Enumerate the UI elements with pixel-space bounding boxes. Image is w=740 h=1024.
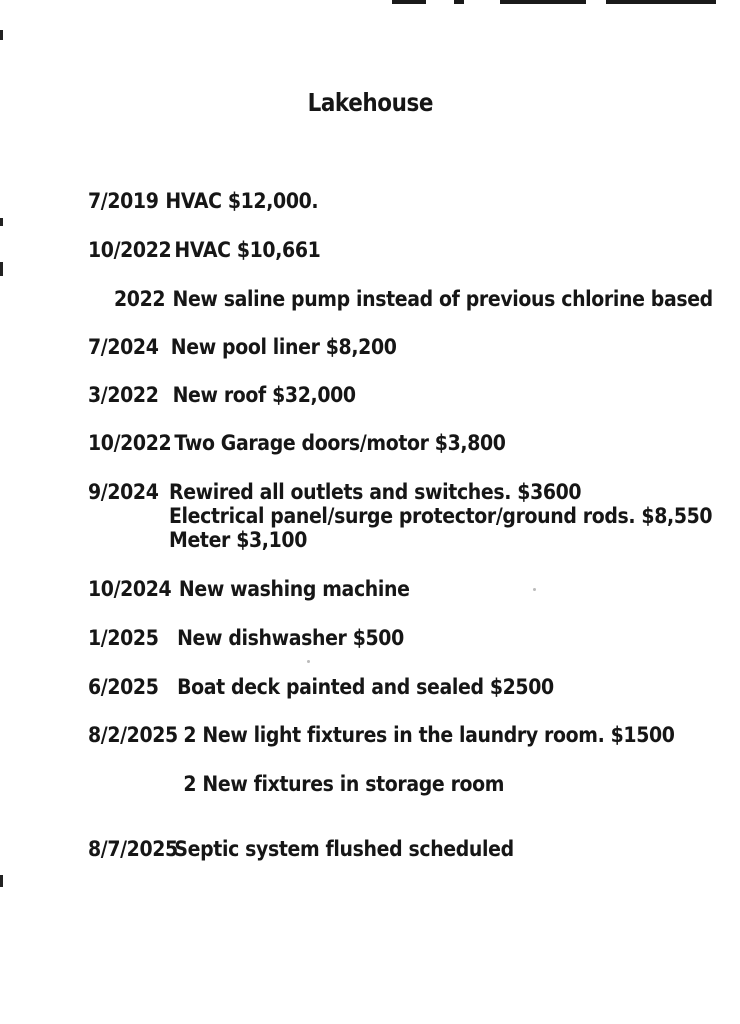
scan-speck bbox=[307, 660, 310, 663]
page-title: Lakehouse bbox=[307, 88, 433, 117]
entry-text: Meter $3,100 bbox=[169, 528, 307, 552]
entry-text: Two Garage doors/motor $3,800 bbox=[174, 431, 506, 455]
entry-text: New pool liner $8,200 bbox=[170, 335, 397, 359]
scan-edge-mark bbox=[0, 262, 3, 276]
entry-date: 7/2019 bbox=[88, 189, 159, 213]
entry-text: New dishwasher $500 bbox=[177, 626, 404, 650]
entry-date: 8/7/2025 bbox=[88, 837, 178, 861]
entry-date: 7/2024 bbox=[88, 335, 159, 359]
entry-text: HVAC $12,000. bbox=[165, 189, 319, 213]
entry-text: New roof $32,000 bbox=[172, 383, 356, 407]
scan-edge-mark bbox=[0, 30, 3, 40]
entry-text: 2 New light fixtures in the laundry room. $1500 bbox=[183, 723, 675, 747]
scan-artifact bbox=[454, 0, 464, 4]
entry-date: 2022 bbox=[114, 287, 166, 311]
scan-artifact bbox=[392, 0, 426, 4]
entry-date: 9/2024 bbox=[88, 480, 159, 504]
entry-date: 10/2024 bbox=[88, 577, 172, 601]
entry-date: 6/2025 bbox=[88, 675, 159, 699]
scan-speck bbox=[533, 588, 536, 591]
scan-artifact bbox=[500, 0, 586, 4]
scan-edge-mark bbox=[0, 218, 3, 226]
entry-date: 10/2022 bbox=[88, 238, 172, 262]
entry-text: New washing machine bbox=[178, 577, 410, 601]
scan-edge-mark bbox=[0, 875, 3, 887]
entry-text: New saline pump instead of previous chlorine based bbox=[172, 287, 713, 311]
entry-text: Septic system flushed scheduled bbox=[174, 837, 514, 861]
entry-text: Electrical panel/surge protector/ground rods. $8,550 bbox=[169, 504, 713, 528]
entry-text: HVAC $10,661 bbox=[174, 238, 321, 262]
scan-artifact bbox=[606, 0, 716, 4]
entry-text: Boat deck painted and sealed $2500 bbox=[177, 675, 554, 699]
entry-date: 8/2/2025 bbox=[88, 723, 178, 747]
entry-text: Rewired all outlets and switches. $3600 bbox=[169, 480, 582, 504]
entry-text: 2 New fixtures in storage room bbox=[183, 772, 505, 796]
entry-date: 10/2022 bbox=[88, 431, 172, 455]
entry-date: 1/2025 bbox=[88, 626, 159, 650]
entry-date: 3/2022 bbox=[88, 383, 159, 407]
